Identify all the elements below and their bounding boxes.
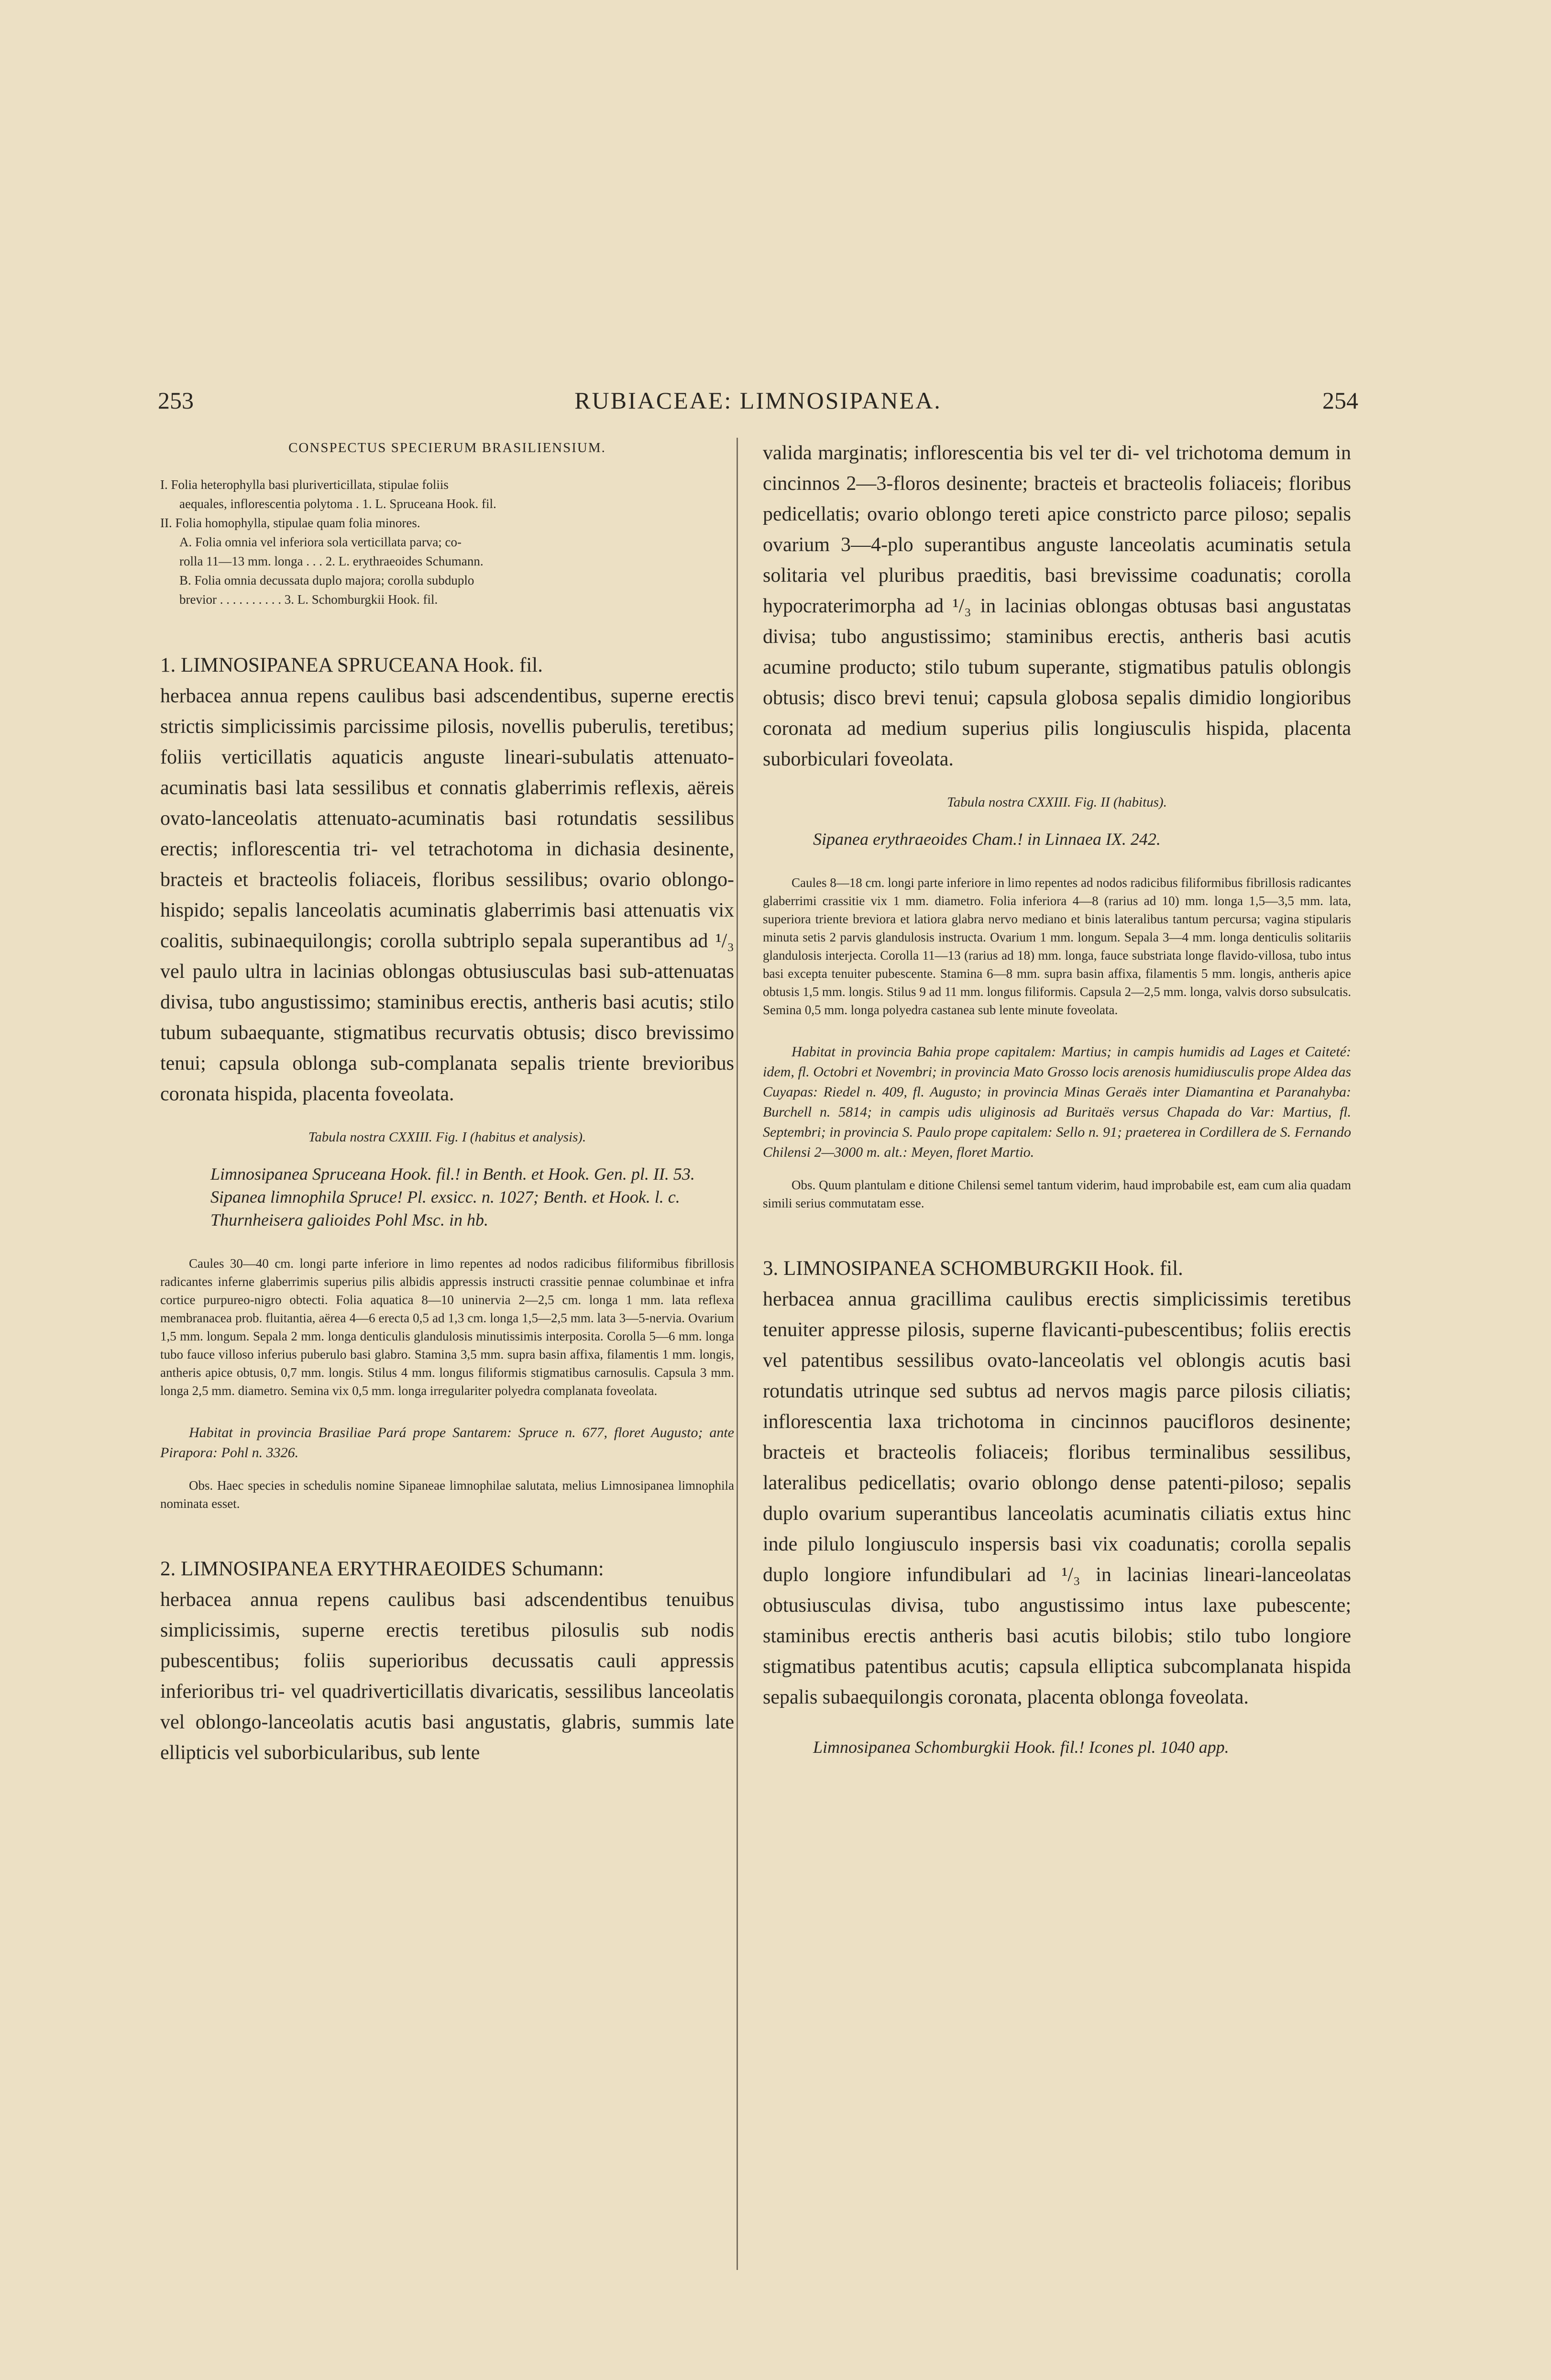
species-1-description: herbacea annua repens caulibus basi adscendentibus, superne erectis strictis simplicissimis parcissime pilosis, novellis puberulis, teretibus; foliis verticillatis aquaticis anguste lineari-subulatis attenuato-acuminatis basi lata sessilibus et connatis glaberrimis reflexis, aëreis ovato-lanceolatis attenuato-acuminatis basi rotundatis sessilibus erectis; inflorescentia tri- vel tetrachotoma in dichasia desinente, bracteis et bracteolis foliaceis, floribus sessilibus; ovario oblongo-hispido; sepalis lanceolatis acuminatis glaberrimis basi attenuatis vix coalitis, subinaequilongis; corolla subtriplo sepala superantibus ad ¹/₃ vel paulo ultra in lacinias oblongas obtusiusculas basi sub-attenuatas divisa, tubo angustissimo; staminibus erectis, antheris basi acutis; stilo tubum subaequante, stigmatibus recurvatis obtusis; disco brevissimo tenui; capsula oblonga sub-complanata sepalis triente brevioribus coronata hispida, placenta foveolata.	[160, 685, 734, 1105]
key-line: aequales, inflorescentia polytoma . 1. L. Spruceana Hook. fil.	[179, 497, 496, 511]
species-2-heading: 2. LIMNOSIPANEA ERYTHRAEOIDES Schumann:	[160, 1558, 604, 1580]
species-2-plate-reference: Tabula nostra CXXIII. Fig. II (habitus).	[947, 795, 1167, 810]
species-1-heading: 1. LIMNOSIPANEA SPRUCEANA Hook. fil.	[160, 654, 543, 676]
species-3-description: herbacea annua gracillima caulibus erectis simplicissimis teretibus tenuiter appresse pilosis, superne flavicanti-pubescentibus; foliis erectis vel patentibus sessilibus ovato-lanceolatis vel oblongis acutis basi rotundatis utrinque sed subtus ad nervos magis parce pilosis ciliatis; inflorescentia laxa trichotoma in cincinnos paucifloros desinente; bracteis et bracteolis foliaceis; floribus terminalibus sessilibus, lateralibus pedicellatis; ovario oblongo dense patenti-piloso; sepalis duplo ovarium superantibus lanceolatis acuminatis ciliatis extus hinc inde pilulo longiusculo inspersis basi vix coadunatis; corolla sepalis duplo longiore infundibulari ad ¹/₃ in lacinias lineari-lanceolatas obtusiusculas divisa, tubo angustissimo intus laxe pubescente; staminibus erectis antheris basi acutis bilobis; stilo tubo longiore stigmatibus patentibus acutis; capsula elliptica subcomplanata hispida sepalis subaequilongis coronata, placenta oblonga foveolata.	[763, 1288, 1351, 1708]
right-column	[763, 438, 1351, 1759]
key-line: A. Folia omnia vel inferiora sola verticillata parva; co-	[179, 535, 462, 549]
page-header	[158, 387, 1358, 420]
page-number-right: 254	[1322, 387, 1358, 414]
conspectus-title: CONSPECTUS SPECIERUM BRASILIENSIUM.	[288, 440, 606, 455]
column-divider	[737, 438, 738, 2270]
species-2-description: herbacea annua repens caulibus basi adscendentibus tenuibus simplicissimis, superne erectis teretibus pilosulis sub nodis pubescentibus; foliis superioribus decussatis cauli appressis inferioribus tri- vel quadriverticillatis divaricatis, sessilibus lanceolatis vel oblongo-lanceolatis acutis basi angustatis, glabris, summis late ellipticis vel suborbicularibus, sub lente	[160, 1589, 734, 1764]
key-line: I. Folia heterophylla basi pluriverticillata, stipulae foliis	[160, 477, 449, 492]
key-line: B. Folia omnia decussata duplo majora; corolla subduplo	[179, 573, 474, 587]
species-2-morphology: Caules 8—18 cm. longi parte inferiore in limo repentes ad nodos radicibus filiformibus fibrillosis radicantes glaberrimi crassitie vix 1 mm. diametro. Folia inferiora 4—8 (rarius ad 10) mm. longa 1,5—3,5 mm. lata, superiora triente breviora et latiora glabra nervo mediano et binis lateralibus tantum percursa; vagina stipularis minuta setis 2 parvis glandulosis instructa. Ovarium 1 mm. longum. Sepala 3—4 mm. longa denticulis solitariis glandulosis interjecta. Corolla 11—13 (rarius ad 18) mm. longa, fauce substriata longe flavido-villosa, tubo intus basi excepta tenuiter pubescente. Stamina 6—8 mm. supra basin affixa, filamentis 5 mm. longis, antheris apice obtusis 1,5 mm. longis. Stilus 9 ad 11 mm. longus filiformis. Capsula 2—2,5 mm. longa, valvis dorso subsulcatis. Semina 0,5 mm. longa polyedra castanea sub lente minute foveolata.	[763, 875, 1351, 1017]
species-key	[160, 475, 734, 609]
species-1-synonym: Sipanea limnophila Spruce! Pl. exsicc. n. 1027; Benth. et Hook. l. c.	[210, 1187, 680, 1207]
left-column	[160, 438, 734, 1768]
species-1-morphology: Caules 30—40 cm. longi parte inferiore in limo repentes ad nodos radicibus filiformibus fibrillosis radicantes inferne glaberrimis superius pilis albidis appressis instructi crassitie pennae columbinae et infra cortice purpureo-nigro obtecti. Folia aquatica 8—10 uninervia 2—2,5 cm. longa 1 mm. lata reflexa membranacea prob. fluitantia, aërea 4—6 erecta 0,5 ad 1,3 cm. longa 1,5—2,5 mm. lata 3—5-nervia. Ovarium 1,5 mm. longum. Sepala 2 mm. longa denticulis glandulosis minutissimis interposita. Corolla 5—6 mm. longa tubo fauce villoso inferius puberulo basi glabro. Stamina 3,5 mm. supra basin affixa, filamentis 1 mm. longis, antheris apice obtusis, 0,7 mm. longis. Stilus 4 mm. longus filiformis stigmatibus carnosulis. Capsula 3 mm. longa 2,5 mm. diametro. Semina vix 0,5 mm. longa irregulariter polyedra complanata foveolata.	[160, 1256, 734, 1398]
key-line: II. Folia homophylla, stipulae quam folia minores.	[160, 516, 420, 530]
key-line: rolla 11—13 mm. longa . . . 2. L. erythraeoides Schumann.	[179, 554, 484, 568]
species-1-synonym: Limnosipanea Spruceana Hook. fil.! in Benth. et Hook. Gen. pl. II. 53.	[210, 1164, 695, 1184]
species-1-habitat: Habitat in provincia Brasiliae Pará prope Santarem: Spruce n. 677, floret Augusto; ante Pirapora: Pohl n. 3326.	[160, 1425, 734, 1461]
species-1-plate-reference: Tabula nostra CXXIII. Fig. I (habitus et analysis).	[308, 1129, 586, 1145]
species-3-heading: 3. LIMNOSIPANEA SCHOMBURGKII Hook. fil.	[763, 1257, 1183, 1280]
page-number-left: 253	[158, 387, 194, 414]
species-2-synonym: Sipanea erythraeoides Cham.! in Linnaea IX. 242.	[813, 830, 1161, 849]
species-2-description-continued: valida marginatis; inflorescentia bis vel ter di- vel trichotoma demum in cincinnos 2—3-floros desinente; bracteis et bracteolis foliaceis; floribus pedicellatis; ovario oblongo tereti apice constricto parce piloso; sepalis ovarium 3—4-plo superantibus anguste lanceolatis acuminatis setula solitaria vel pluribus praeditis, basi brevissime coadunatis; corolla hypocraterimorpha ad ¹/₃ in lacinias oblongas obtusas basi angustatas divisa; tubo angustissimo; staminibus erectis, antheris basi acutis acumine producto; stilo tubum superante, stigmatibus patulis oblongis obtusis; disco brevi tenui; capsula globosa sepalis dimidio longioribus coronata ad medium superius pilis longiusculis hispida, placenta suborbiculari foveolata.	[763, 442, 1351, 770]
species-3-synonym: Limnosipanea Schomburgkii Hook. fil.! Icones pl. 1040 app.	[813, 1738, 1229, 1757]
species-1-synonym: Thurnheisera galioides Pohl Msc. in hb.	[210, 1210, 488, 1229]
key-line: brevior . . . . . . . . . . 3. L. Schomburgkii Hook. fil.	[179, 592, 438, 607]
species-2-habitat: Habitat in provincia Bahia prope capitalem: Martius; in campis humidis ad Lages et Caiteté: idem, fl. Octobri et Novembri; in provincia Mato Grosso locis arenosis humidiusculis prope Aldea das Cuyapas: Riedel n. 409, fl. Augusto; in provincia Minas Geraës inter Diamantina et Paranahyba: Burchell n. 5814; in campis udis uliginosis ad Buritaës versus Chapada do Var: Martius, fl. Septembri; in provincia S. Paulo prope capitalem: Sello n. 91; praeterea in Cordillera de S. Fernando Chilensi 2—3000 m. alt.: Meyen, floret Martio.	[763, 1044, 1351, 1160]
species-1-observation: Obs. Haec species in schedulis nomine Sipaneae limnophilae salutata, melius Limnosipanea limnophila nominata esset.	[160, 1478, 734, 1511]
species-2-observation: Obs. Quum plantulam e ditione Chilensi semel tantum viderim, haud improbabile est, eam cum alia quadam simili serius commutatam esse.	[763, 1178, 1351, 1210]
running-title: RUBIACEAE: LIMNOSIPANEA.	[574, 387, 942, 414]
